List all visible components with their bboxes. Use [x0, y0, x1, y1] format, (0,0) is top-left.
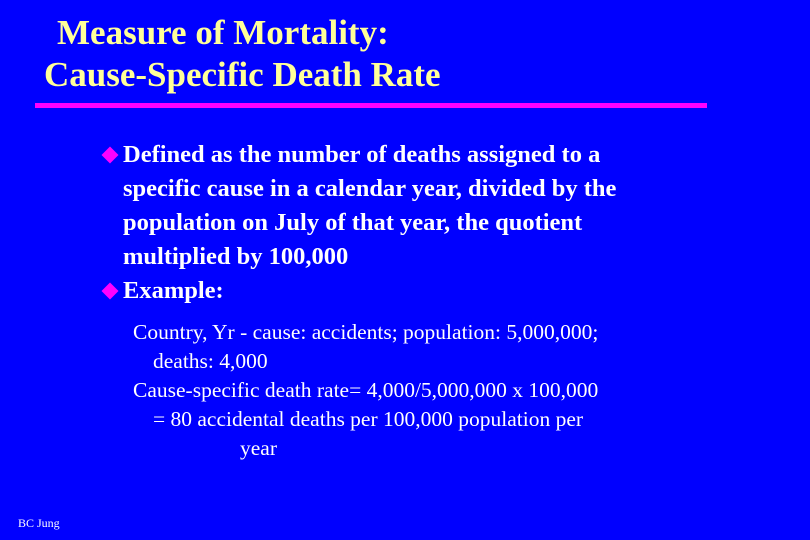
example-block	[133, 318, 703, 463]
bullet-item-definition	[100, 138, 720, 274]
diamond-bullet-icon	[102, 147, 119, 164]
bullet-line: specific cause in a calendar year, divided by the	[123, 175, 617, 202]
bullet-line: Example:	[123, 277, 224, 304]
bullet-item-example	[100, 274, 720, 309]
bullet-line: Defined as the number of deaths assigned to a	[123, 141, 601, 168]
slide-title	[0, 12, 700, 96]
example-line: year	[240, 436, 277, 460]
bullet-line: multiplied by 100,000	[123, 243, 349, 270]
bullet-text	[123, 274, 224, 309]
bullet-list	[100, 138, 720, 309]
slide-title-line-1: Measure of Mortality:	[57, 13, 389, 52]
diamond-bullet-icon	[102, 283, 119, 300]
example-line: = 80 accidental deaths per 100,000 population per	[153, 407, 584, 431]
title-divider	[35, 103, 707, 108]
bullet-line: population on July of that year, the quotient	[123, 209, 583, 236]
example-line: Country, Yr - cause: accidents; population: 5,000,000;	[133, 320, 599, 344]
example-line: Cause-specific death rate= 4,000/5,000,000 x 100,000	[133, 378, 599, 402]
example-line: deaths: 4,000	[153, 349, 268, 373]
slide-title-line-2: Cause-Specific Death Rate	[44, 55, 441, 94]
bullet-text	[123, 138, 616, 274]
author-footer: BC Jung	[18, 516, 60, 530]
